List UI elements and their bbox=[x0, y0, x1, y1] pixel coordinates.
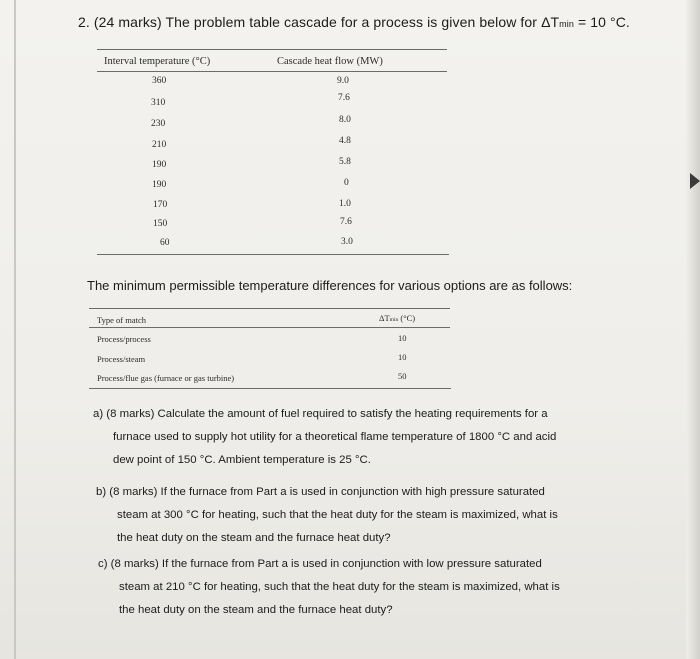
table-cell: Process/flue gas (furnace or gas turbine) bbox=[97, 373, 235, 383]
page-fold bbox=[14, 0, 16, 659]
table-top-rule bbox=[89, 308, 450, 309]
table-cell: 7.6 bbox=[338, 93, 350, 103]
table-top-rule bbox=[97, 49, 447, 50]
question-equals-text: = 10 °C. bbox=[573, 14, 630, 30]
part-a-line-2: furnace used to supply hot utility for a theoretical flame temperature of 1800 °C and acid bbox=[113, 431, 557, 443]
part-b-line-2: steam at 300 °C for heating, such that the heat duty for the steam is maximized, what is bbox=[117, 509, 558, 521]
column-header-delta-t-min bbox=[379, 313, 415, 323]
table-cell: 3.0 bbox=[341, 237, 353, 247]
table-cell: 230 bbox=[151, 119, 166, 129]
table-cell: 9.0 bbox=[337, 76, 349, 86]
part-b-line-1: b) (8 marks) If the furnace from Part a is used in conjunction with high pressure saturated bbox=[96, 486, 545, 498]
delta-t-symbol: ΔT bbox=[541, 14, 560, 30]
table-bottom-rule bbox=[97, 254, 449, 255]
table-cell: 7.6 bbox=[340, 217, 352, 227]
table-cell: 190 bbox=[152, 160, 167, 170]
question-title bbox=[78, 14, 630, 30]
part-a-line-1: a) (8 marks) Calculate the amount of fuel required to satisfy the heating requirements for a bbox=[93, 408, 548, 420]
column-header-interval-temperature: Interval temperature (°C) bbox=[104, 56, 211, 67]
delta-t-unit: (°C) bbox=[398, 313, 416, 323]
table-cell: 0 bbox=[344, 178, 349, 188]
part-c-line-1: c) (8 marks) If the furnace from Part a is used in conjunction with low pressure saturated bbox=[98, 558, 542, 570]
part-a bbox=[93, 403, 556, 472]
table-cell: 10 bbox=[398, 352, 407, 362]
table-cell: 190 bbox=[152, 180, 167, 190]
table-cell: 1.0 bbox=[339, 199, 351, 209]
table-cell: 10 bbox=[398, 333, 407, 343]
part-b bbox=[96, 481, 558, 550]
table-header-rule bbox=[89, 327, 450, 328]
table-bottom-rule bbox=[89, 388, 451, 389]
part-b-line-3: the heat duty on the steam and the furnace heat duty? bbox=[117, 532, 391, 544]
table-header-rule bbox=[97, 71, 447, 72]
arrow-marker-icon bbox=[690, 173, 700, 189]
table-cell: Process/steam bbox=[97, 354, 146, 364]
column-header-type-of-match: Type of match bbox=[97, 315, 146, 325]
delta-t-sub: min bbox=[389, 317, 399, 323]
table-cell: 210 bbox=[152, 140, 167, 150]
table-cell: 60 bbox=[160, 238, 170, 248]
table-cell: 50 bbox=[398, 371, 407, 381]
table-cell: 170 bbox=[153, 200, 168, 210]
table-cell: 4.8 bbox=[339, 136, 351, 146]
question-number: 2. bbox=[78, 14, 90, 30]
part-c bbox=[98, 553, 560, 622]
table-cell: 360 bbox=[152, 76, 167, 86]
table-cell: 8.0 bbox=[339, 115, 351, 125]
table-cell: 310 bbox=[151, 98, 166, 108]
question-marks-text: (24 marks) The problem table cascade for a process is given below for bbox=[93, 14, 542, 30]
part-c-line-2: steam at 210 °C for heating, such that the heat duty for the steam is maximized, what is bbox=[119, 581, 560, 593]
delta-t-subscript: min bbox=[559, 19, 574, 29]
table-cell: 150 bbox=[153, 219, 168, 229]
column-header-cascade-heat-flow: Cascade heat flow (MW) bbox=[277, 56, 383, 67]
part-a-line-3: dew point of 150 °C. Ambient temperature is 25 °C. bbox=[113, 454, 371, 466]
page-edge bbox=[686, 0, 700, 659]
delta-t-label: ΔT bbox=[379, 313, 390, 323]
table-cell: 5.8 bbox=[339, 157, 351, 167]
table-cell: Process/process bbox=[97, 334, 151, 344]
options-intro-text: The minimum permissible temperature differences for various options are as follows: bbox=[87, 278, 573, 293]
part-c-line-3: the heat duty on the steam and the furnace heat duty? bbox=[119, 604, 393, 616]
